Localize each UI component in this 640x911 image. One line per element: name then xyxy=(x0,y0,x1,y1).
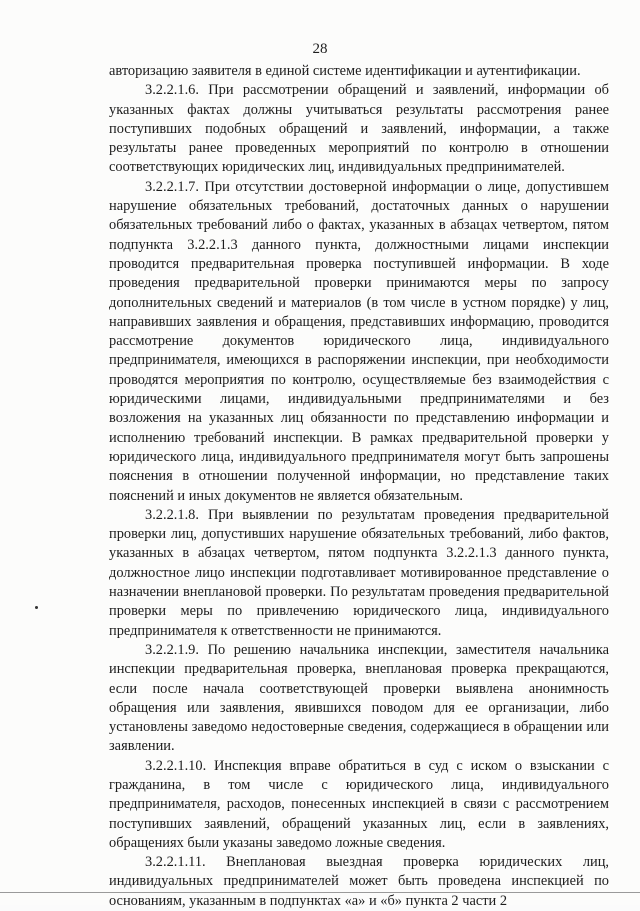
paragraph-3-2-2-1-8: 3.2.2.1.8. При выявлении по результатам проведения предварительной проверки лиц, допустивших нарушение обязательных требований, либо фактов, указанных в абзацах четвертом, пятом подпункта 3.2.2.1.3 данного пункта, должностное лицо инспекции подготавливает мотивированное представление о назначении внеплановой проверки. По результатам проведения предварительной проверки меры по привлечению юридического лица, индивидуального предпринимателя к ответственности не принимаются. xyxy=(109,506,609,639)
paragraph-3-2-2-1-6: 3.2.2.1.6. При рассмотрении обращений и заявлений, информации об указанных фактах должны учитываться результаты рассмотрения ранее поступивших подобных обращений и заявлений, информации, а также результаты ранее проведенных мероприятий по контролю в отношении соответствующих юридических лиц, индивидуальных предпринимателей. xyxy=(109,82,609,176)
paragraph-3-2-2-1-11: 3.2.2.1.11. Внеплановая выездная проверка юридических лиц, индивидуальных предпринимателей может быть проведена инспекцией по основаниям, указанным в подпунктах «а» и «б» пункта 2 части 2 xyxy=(109,854,609,909)
page-number: 28 xyxy=(312,41,328,57)
scan-speck xyxy=(35,606,38,609)
paragraph-continuation: авторизацию заявителя в единой системе идентификации и аутентификации. xyxy=(109,63,581,79)
page-bottom-edge xyxy=(0,892,640,893)
paragraph-3-2-2-1-7: 3.2.2.1.7. При отсутствии достоверной информации о лице, допустившем нарушение обязательных требований, достаточных данных о нарушении обязательных требований либо о фактах, указанных в абзацах четвертом, пятом подпункта 3.2.2.1.3 данного пункта, должностными лицами инспекции проводится предварительная проверка поступившей информации. В ходе проведения предварительной проверки принимаются меры по запросу дополнительных сведений и материалов (в том числе в устном порядке) у лиц, направивших заявления и обращения, представивших информацию, проводится рассмотрение документов юридического лица, индивидуального предпринимателя, имеющихся в распоряжении инспекции, при необходимости проводятся мероприятия по контролю, осуществляемые без взаимодействия с юридическими лицами, индивидуальными предпринимателями и без возложения на указанных лиц обязанности по представлению информации и исполнению требований инспекции. В рамках предварительной проверки у юридического лица, индивидуального предпринимателя могут быть запрошены пояснения в отношении полученной информации, но представление таких пояснений и иных документов не является обязательным. xyxy=(109,178,609,504)
document-body xyxy=(109,62,609,911)
paragraph-3-2-2-1-9: 3.2.2.1.9. По решению начальника инспекции, заместителя начальника инспекции предварительная проверка, внеплановая проверка прекращаются, если после начала соответствующей проверки выявлена анонимность обращения или заявления, явившихся поводом для ее организации, либо установлены заведомо недостоверные сведения, содержащиеся в обращении или заявлении. xyxy=(109,641,609,755)
paragraph-3-2-2-1-10: 3.2.2.1.10. Инспекция вправе обратиться в суд с иском о взыскании с гражданина, в том числе с юридического лица, индивидуального предпринимателя, расходов, понесенных инспекцией в связи с рассмотрением поступивших заявлений, обращений указанных лиц, если в заявлениях, обращениях были указаны заведомо ложные сведения. xyxy=(109,757,609,851)
